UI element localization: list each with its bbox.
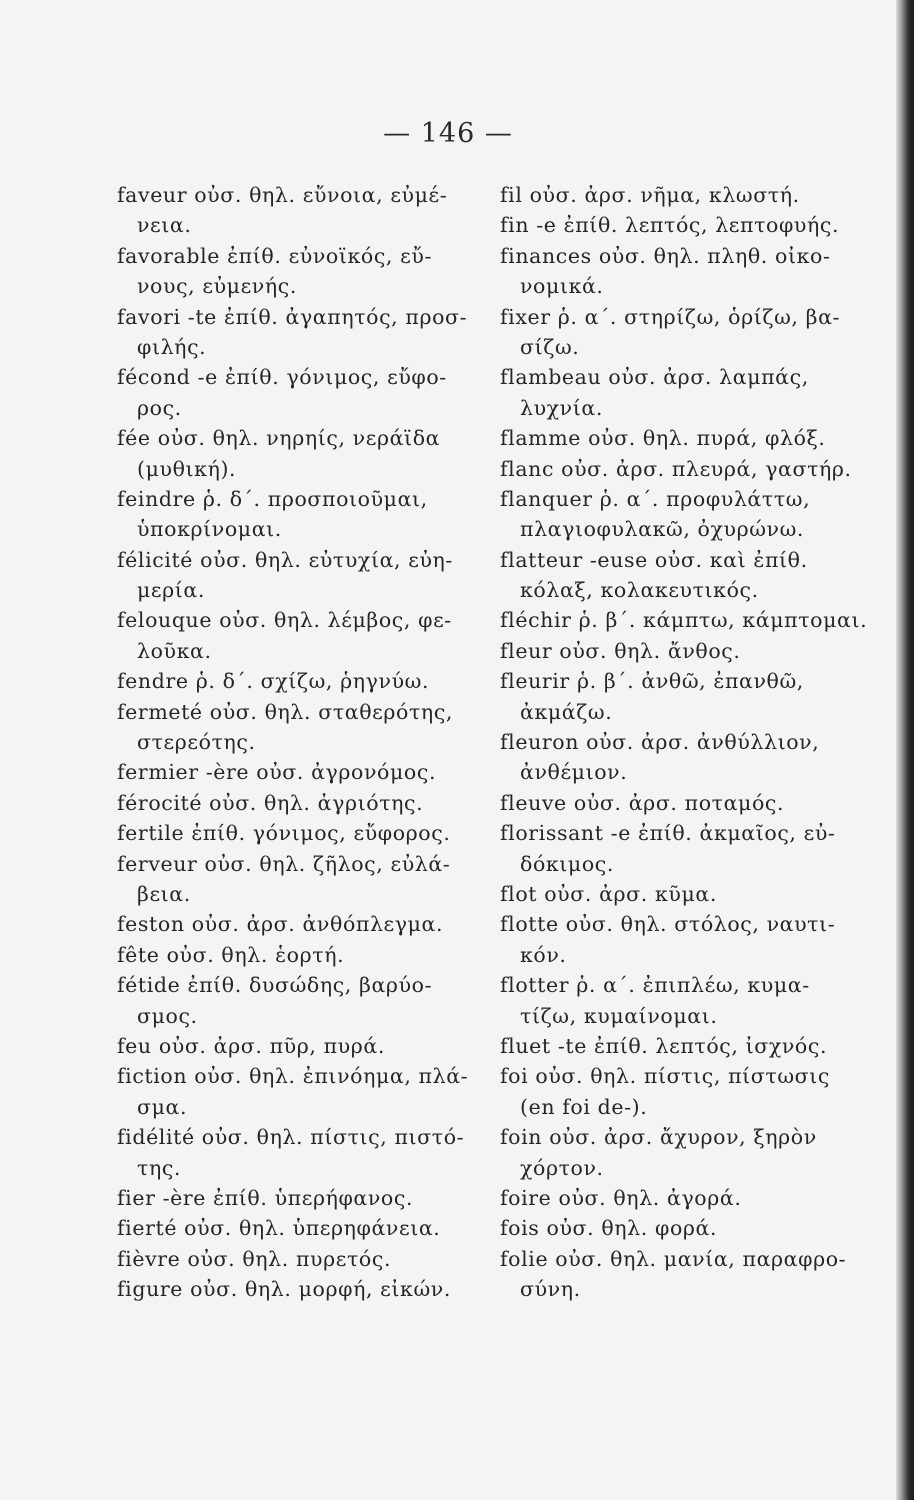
entry-continuation: λοῦκα. [137, 638, 212, 663]
entry-continuation: νεια. [137, 213, 192, 238]
entry-continuation: βεια. [137, 881, 191, 906]
entry-continuation: νους, εὐμενής. [137, 274, 297, 299]
entry-continuation: ρος. [137, 395, 182, 420]
entry-continuation: στερεότης. [137, 730, 256, 755]
dictionary-entry: faveur οὐσ. θηλ. εὔνοια, εὐμέ- [117, 183, 448, 207]
entry-continuation: (μυθική). [137, 456, 237, 481]
entry-continuation: σίζω. [520, 334, 580, 359]
dictionary-entry: fixer ῥ. α΄. στηρίζω, ὁρίζω, βα- [500, 304, 841, 329]
dictionary-entry: foire οὐσ. θηλ. ἀγορά. [500, 1185, 742, 1210]
dictionary-entry: fleuve οὐσ. ἀρσ. ποταμός. [500, 790, 785, 815]
dictionary-entry: florissant -e ἐπίθ. ἀκμαῖος, εὐ- [500, 821, 836, 846]
entry-continuation: σύνη. [520, 1277, 581, 1302]
dictionary-entry: ferveur οὐσ. θηλ. ζῆλος, εὐλά- [117, 851, 451, 876]
dictionary-entry: fièvre οὐσ. θηλ. πυρετός. [117, 1246, 392, 1271]
dictionary-entry: fidélité οὐσ. θηλ. πίστις, πιστό- [117, 1125, 465, 1150]
dictionary-entry: fleuron οὐσ. ἀρσ. ἀνθύλλιον, [500, 730, 820, 755]
dictionary-entry: folie οὐσ. θηλ. μανία, παραφρο- [500, 1246, 847, 1271]
dictionary-entry: flot οὐσ. ἀρσ. κῦμα. [500, 881, 717, 906]
dictionary-entry: flotter ῥ. α΄. ἐπιπλέω, κυμα- [500, 973, 810, 998]
dictionary-entry: fiction οὐσ. θηλ. ἐπινόημα, πλά- [117, 1064, 469, 1089]
dictionary-entry: figure οὐσ. θηλ. μορφή, εἰκών. [117, 1277, 451, 1302]
dictionary-entry: félicité οὐσ. θηλ. εὐτυχία, εὐη- [117, 547, 453, 572]
entry-continuation: δόκιμος. [520, 851, 614, 876]
entry-continuation: σμα. [137, 1094, 188, 1119]
right-column [500, 180, 868, 1304]
dictionary-entry: felouque οὐσ. θηλ. λέμβος, φε- [117, 608, 452, 633]
dictionary-entry: fluet -te ἐπίθ. λεπτός, ἰσχνός. [500, 1033, 828, 1058]
entry-continuation: φιλής. [137, 334, 207, 359]
dictionary-entry: feu οὐσ. ἀρσ. πῦρ, πυρά. [117, 1033, 385, 1058]
page-number: — 146 — [383, 118, 513, 149]
entry-continuation: (en foi de-). [520, 1094, 648, 1119]
dictionary-entry: foin οὐσ. ἀρσ. ἄχυρον, ξηρὸν [500, 1125, 817, 1150]
dictionary-entry: fécond -e ἐπίθ. γόνιμος, εὔφο- [117, 365, 447, 390]
dictionary-entry: fierté οὐσ. θηλ. ὑπερηφάνεια. [117, 1216, 441, 1241]
entry-continuation: ἀνθέμιον. [520, 760, 628, 785]
entry-continuation: μερία. [137, 578, 205, 603]
entry-continuation: της. [137, 1155, 182, 1180]
entry-continuation: νομικά. [520, 274, 604, 299]
entry-continuation: ἀκμάζω. [520, 699, 613, 724]
dictionary-entry: fertile ἐπίθ. γόνιμος, εὔφορος. [117, 821, 451, 846]
entry-continuation: κόν. [520, 942, 567, 967]
dictionary-entry: feindre ῥ. δ΄. προσποιοῦμαι, [117, 486, 428, 511]
entry-continuation: κόλαξ, κολακευτικός. [520, 578, 759, 603]
dictionary-entry: fil οὐσ. ἀρσ. νῆμα, κλωστή. [500, 183, 800, 207]
dictionary-entry: flanc οὐσ. ἀρσ. πλευρά, γαστήρ. [500, 456, 852, 481]
dictionary-entry: férocité οὐσ. θηλ. ἀγριότης. [117, 790, 424, 815]
dictionary-entry: feston οὐσ. ἀρσ. ἀνθόπλεγμα. [117, 912, 444, 937]
dictionary-entry: flotte οὐσ. θηλ. στόλος, ναυτι- [500, 912, 836, 937]
dictionary-entry: fermeté οὐσ. θηλ. σταθερότης, [117, 699, 454, 724]
dictionary-entry: fleurir ῥ. β΄. ἀνθῶ, ἐπανθῶ, [500, 669, 804, 694]
dictionary-entry: finances οὐσ. θηλ. πληθ. οἰκο- [500, 243, 831, 268]
page-edge-shadow [896, 0, 914, 1500]
dictionary-entry: fendre ῥ. δ΄. σχίζω, ῥηγνύω. [117, 669, 430, 694]
dictionary-entry: fête οὐσ. θηλ. ἑορτή. [117, 942, 345, 967]
entry-continuation: πλαγιοφυλακῶ, ὀχυρώνω. [520, 517, 805, 542]
dictionary-entry: flanquer ῥ. α΄. προφυλάττω, [500, 486, 811, 511]
left-column [117, 180, 467, 1304]
dictionary-entry: flambeau οὐσ. ἀρσ. λαμπάς, [500, 365, 809, 390]
dictionary-entry: favori -te ἐπίθ. ἀγαπητός, προσ- [117, 304, 468, 329]
dictionary-entry: flatteur -euse οὐσ. καὶ ἐπίθ. [500, 547, 808, 572]
dictionary-entry: fois οὐσ. θηλ. φορά. [500, 1216, 718, 1241]
dictionary-entry: foi οὐσ. θηλ. πίστις, πίστωσις [500, 1064, 830, 1089]
dictionary-entry: fée οὐσ. θηλ. νηρηίς, νεράϊδα [117, 426, 441, 451]
entry-continuation: χόρτον. [520, 1155, 604, 1180]
dictionary-entry: fermier -ère οὐσ. ἀγρονόμος. [117, 760, 437, 785]
entry-continuation: λυχνία. [520, 395, 603, 420]
dictionary-entry: fin -e ἐπίθ. λεπτός, λεπτοφυής. [500, 213, 840, 238]
dictionary-entry: fier -ère ἐπίθ. ὑπερήφανος. [117, 1185, 414, 1210]
entry-continuation: τίζω, κυμαίνομαι. [520, 1003, 718, 1028]
entry-continuation: ὑποκρίνομαι. [137, 517, 282, 542]
dictionary-entry: flamme οὐσ. θηλ. πυρά, φλόξ. [500, 426, 826, 451]
dictionary-entry: fleur οὐσ. θηλ. ἄνθος. [500, 638, 741, 663]
dictionary-entry: fétide ἐπίθ. δυσώδης, βαρύο- [117, 973, 433, 998]
dictionary-entry: favorable ἐπίθ. εὐνοϊκός, εὔ- [117, 243, 432, 268]
entry-continuation: σμος. [137, 1003, 198, 1028]
dictionary-entry: fléchir ῥ. β΄. κάμπτω, κάμπτομαι. [500, 608, 868, 633]
